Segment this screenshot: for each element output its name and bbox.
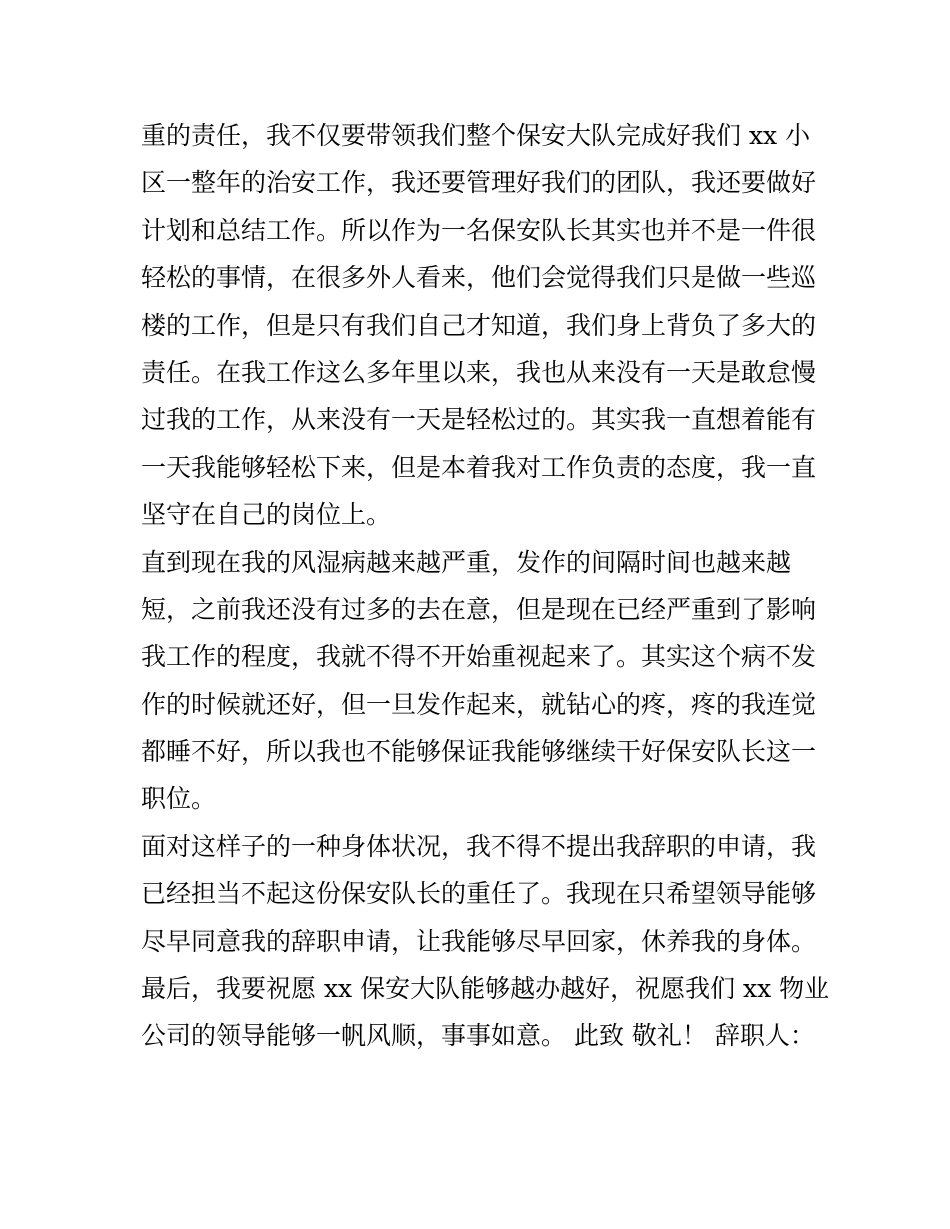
text-line: 责任。在我工作这么多年里以来，我也从来没有一天是敢怠慢 [141,357,817,387]
text-line: 轻松的事情，在很多外人看来，他们会觉得我们只是做一些巡 [141,263,817,293]
text-line: 一天我能够轻松下来，但是本着我对工作负责的态度，我一直 [141,452,817,482]
text-line: 重的责任，我不仅要带领我们整个保安大队完成好我们 xx 小 [141,121,811,150]
text-line: 都睡不好，所以我也不能够保证我能够继续干好保安队长这一 [141,737,817,767]
text-line: 楼的工作，但是只有我们自己才知道，我们身上背负了多大的 [141,310,817,340]
text-line: 尽早同意我的辞职申请，让我能够尽早回家，休养我的身体。 [141,926,817,956]
text-line: 坚守在自己的岗位上。 [141,500,392,530]
text-line: 职位。 [141,784,217,814]
text-line: 过我的工作，从来没有一天是轻松过的。其实我一直想着能有 [141,405,817,435]
text-line: 公司的领导能够一帆风顺，事事如意。 此致 敬礼！ 辞职人： [141,1021,815,1051]
text-line: 我工作的程度，我就不得不开始重视起来了。其实这个病不发 [141,642,817,672]
text-line: 直到现在我的风湿病越来越严重，发作的间隔时间也越来越 [141,547,792,577]
text-line: 区一整年的治安工作，我还要管理好我们的团队，我还要做好 [141,168,817,198]
body-text [141,112,830,1060]
text-line: 面对这样子的一种身体状况，我不得不提出我辞职的申请，我 [141,831,817,861]
text-line: 作的时候就还好，但一旦发作起来，就钻心的疼，疼的我连觉 [141,689,817,719]
text-line: 计划和总结工作。所以作为一名保安队长其实也并不是一件很 [141,215,817,245]
text-line: 已经担当不起这份保安队长的重任了。我现在只希望领导能够 [141,879,817,909]
text-line: 短，之前我还没有过多的去在意，但是现在已经严重到了影响 [141,594,817,624]
text-line: 最后，我要祝愿 xx 保安大队能够越办越好，祝愿我们 xx 物业 [141,974,830,1004]
